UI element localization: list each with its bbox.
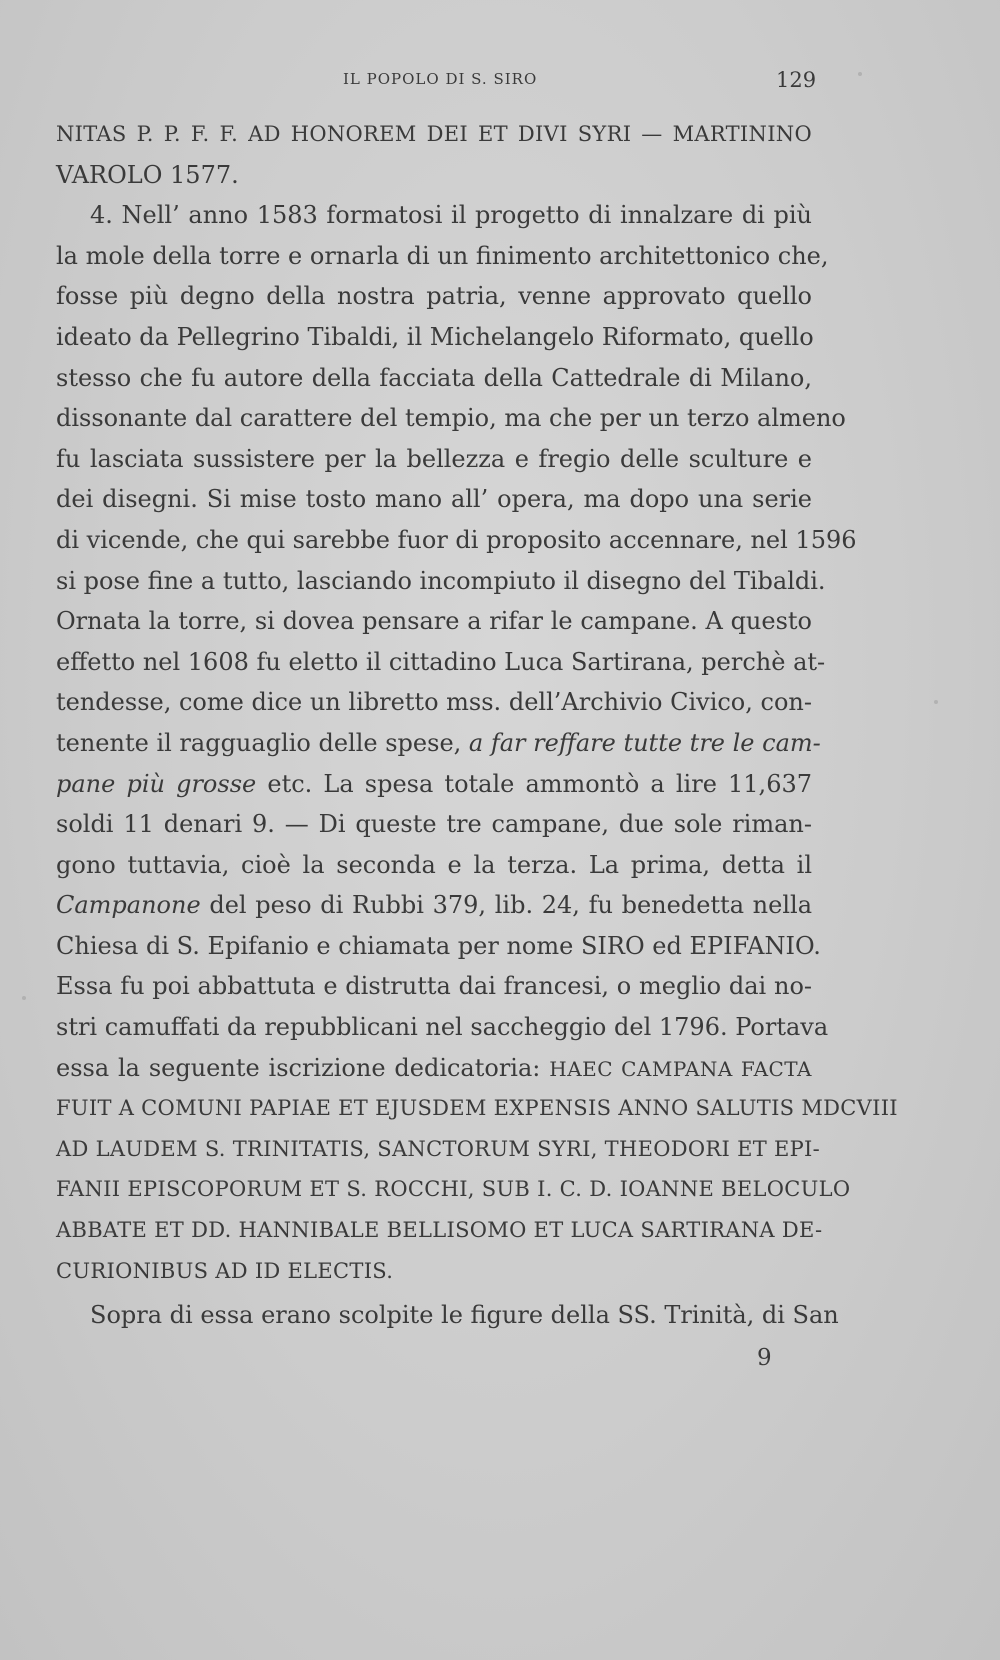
inscription-line: CURIONIBUS AD ID ELECTIS. xyxy=(56,1258,394,1283)
text-line xyxy=(56,885,812,926)
text-run: etc. La spesa totale ammontò a lire 11,637 xyxy=(267,769,812,798)
paragraph-start-line: Sopra di essa erano scolpite le figure della SS. Trinità, di San xyxy=(90,1301,839,1330)
text-line: fu lasciata sussistere per la bellezza e fregio delle sculture e xyxy=(56,444,812,473)
text-line: Essa fu poi abbattuta e distrutta dai francesi, o meglio dai no- xyxy=(56,972,812,1001)
italic-term: Campanone xyxy=(56,891,201,920)
inscription-line: AD LAUDEM S. TRINITATIS, SANCTORUM SYRI, THEODORI ET EPI- xyxy=(56,1136,821,1161)
text-line: stesso che fu autore della facciata della Cattedrale di Milano, xyxy=(56,363,812,392)
italic-quote: pane più grosse xyxy=(56,769,257,798)
text-line: Chiesa di S. Epifanio e chiamata per nome SIRO ed EPIFANIO. xyxy=(56,931,821,960)
paper-speck xyxy=(858,72,862,76)
italic-quote: a far reffare tutte tre le cam- xyxy=(468,728,821,757)
text-line: dissonante dal carattere del tempio, ma che per un terzo almeno xyxy=(56,404,846,433)
text-line: gono tuttavia, cioè la seconda e la terza. La prima, detta il xyxy=(56,850,812,879)
text-line: la mole della torre e ornarla di un finimento architettonico che, xyxy=(56,241,829,270)
inscription-line: FANII EPISCOPORUM ET S. ROCCHI, SUB I. C. D. IOANNE BELOCULO xyxy=(56,1177,851,1202)
text-line: Ornata la torre, si dovea pensare a rifar le campane. A questo xyxy=(56,607,812,636)
text-line: dei disegni. Si mise tosto mano all’ opera, ma dopo una serie xyxy=(56,485,812,514)
text-line xyxy=(56,723,821,764)
paper-speck xyxy=(934,700,938,704)
text-line: effetto nel 1608 fu eletto il cittadino Luca Sartirana, perchè at- xyxy=(56,647,826,676)
text-line: soldi 11 denari 9. — Di queste tre campane, due sole riman- xyxy=(56,810,812,839)
text-run: essa la seguente iscrizione dedicatoria: xyxy=(56,1053,541,1082)
text-line: NITAS P. P. F. F. AD HONOREM DEI ET DIVI SYRI — MARTININO xyxy=(56,122,812,146)
text-line: fosse più degno della nostra patria, venne approvato quello xyxy=(56,282,812,311)
inscription-line: ABBATE ET DD. HANNIBALE BELLISOMO ET LUCA SARTIRANA DE- xyxy=(56,1218,823,1243)
text-line xyxy=(56,764,812,805)
text-run: del peso di Rubbi 379, lib. 24, fu benedetta nella xyxy=(209,891,812,920)
text-line: stri camuffati da repubblicani nel saccheggio del 1796. Portava xyxy=(56,1013,829,1042)
inscription-start: HAEC CAMPANA FACTA xyxy=(549,1056,813,1081)
text-line: tendesse, come dice un libretto mss. dell’Archivio Civico, con- xyxy=(56,688,812,717)
text-line: VAROLO 1577. xyxy=(56,160,239,189)
text-line: si pose fine a tutto, lasciando incompiuto il disegno del Tibaldi. xyxy=(56,566,826,595)
signature-mark: 9 xyxy=(757,1345,772,1371)
text-run: tenente il ragguaglio delle spese, xyxy=(56,728,462,757)
text-line: di vicende, che qui sarebbe fuor di proposito accennare, nel 1596 xyxy=(56,525,857,554)
text-line xyxy=(56,1048,812,1089)
running-title: IL POPOLO DI S. SIRO xyxy=(343,70,538,88)
text-line: ideato da Pellegrino Tibaldi, il Michelangelo Riformato, quello xyxy=(56,322,814,351)
page-number: 129 xyxy=(776,68,817,92)
running-head xyxy=(0,70,1000,96)
body-text xyxy=(56,114,898,1336)
inscription-line: FUIT A COMUNI PAPIAE ET EJUSDEM EXPENSIS ANNO SALUTIS MDCVIII xyxy=(56,1096,898,1121)
paragraph-start-line: 4. Nell’ anno 1583 formatosi il progetto di innalzare di più xyxy=(90,201,812,230)
paper-speck xyxy=(22,996,26,1000)
